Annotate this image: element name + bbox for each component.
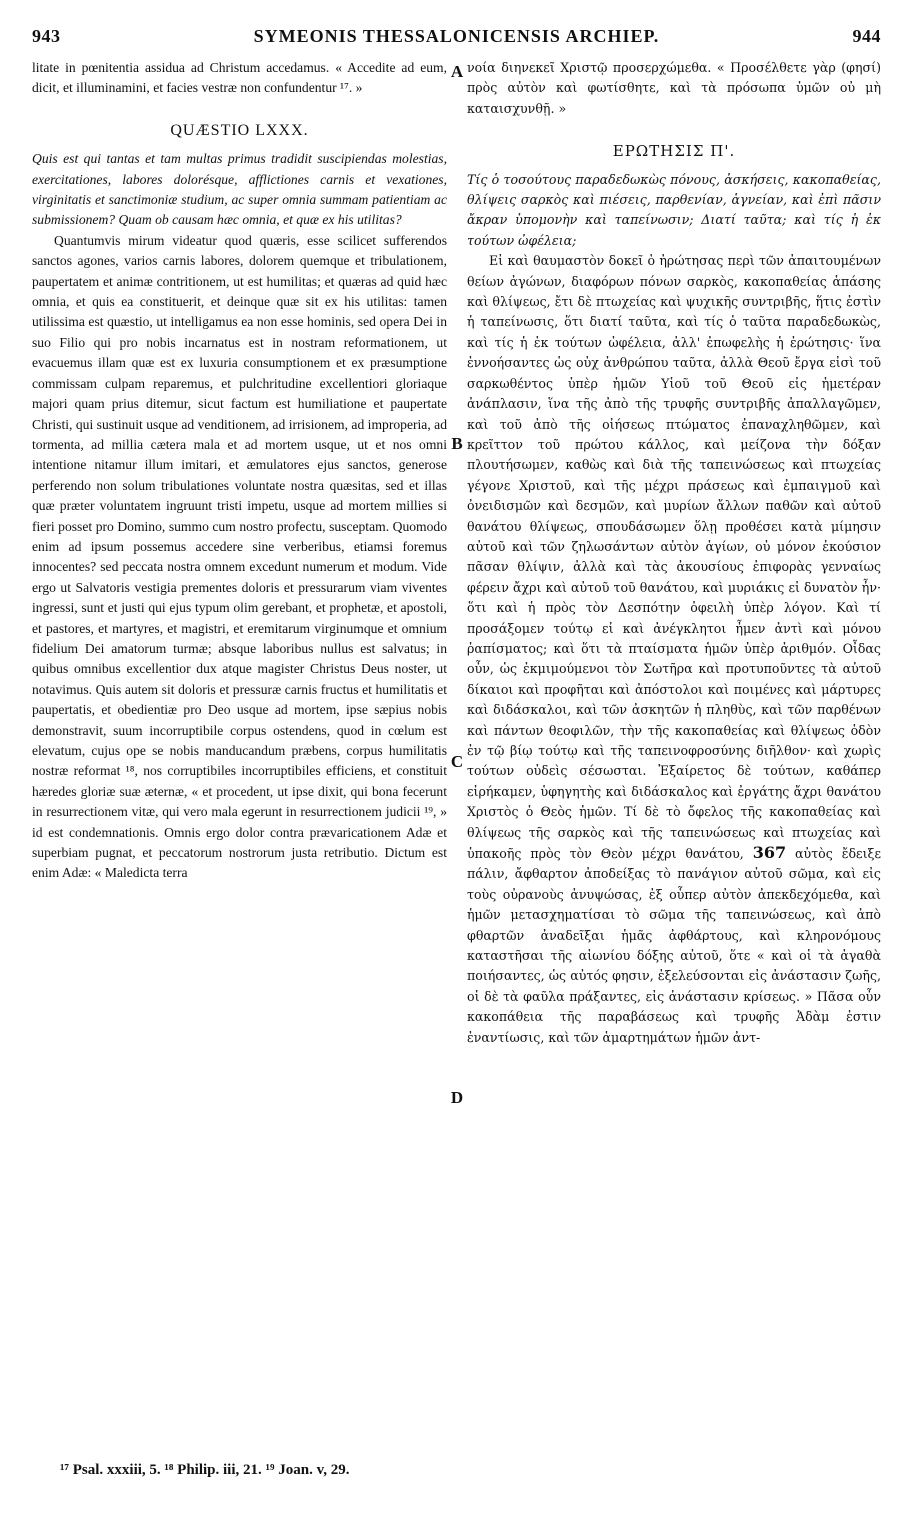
greek-body [467,251,881,1048]
running-title: SYMEONIS THESSALONICENSIS ARCHIEP. [253,26,660,46]
margin-letter-a: A [450,62,464,81]
footnotes: ¹⁷ Psal. xxxiii, 5. ¹⁸ Philip. iii, 21. ¹⁹ Joan. v, 29. [60,1462,350,1478]
greek-body-part-2: αὐτὸς ἔδειξε πάλιν, ἄφθαρτον ἀποδείξας τὸ πανάγιον αὐτοῦ σῶμα, καὶ εἰς τοὺς οὐρανοὺς ἀνυψώσας, ἐξ οὗπερ αὐτὸν ἀπεκδεχόμεθα, καὶ ἡμῶν μετασχηματίσαι τὸ σῶμα τῆς ταπεινώσεως, καὶ ἀπὸ φθαρτῶν ἀναδεῖξαι ἡμᾶς ἀφθάρτους, καὶ κληρονόμους καταστῆσαι τῆς αἰωνίου δόξης αὐτοῦ, ὅτε « καὶ οἱ τὰ ἀγαθὰ ποιήσαντες, ὡς αὐτός φησιν, ἐξελεύσονται εἰς ἀνάστασιν ζωῆς, οἱ δὲ τὰ φαῦλα πράξαντες, εἰς ἀνάστασιν κρίσεως. » Πᾶσα οὖν κακοπάθεια τῆς παραβάσεως καὶ τρυφῆς Ἀδὰμ ἐστιν ἐναντίωσις, καὶ τῶν ἁμαρτημάτων ἡμῶν ἀντ- [467,846,881,1045]
latin-intro: litate in pœnitentia assidua ad Christum accedamus. « Accedite ad eum, dicit, et illuminamini, et facies vestræ non confundentur ¹⁷. » [32,60,447,96]
margin-letter-b: B [451,434,463,453]
margin-letter-c: C [450,752,464,771]
running-header [32,26,881,54]
greek-intro: νοία διηνεκεῖ Χριστῷ προσερχώμεθα. « Προσέλθετε γὰρ (φησί) πρὸς αὐτὸν καὶ φωτίσθητε, καὶ τὰ πρόσωπα ὑμῶν οὐ μὴ καταισχυνθῇ. » [467,60,881,116]
latin-summary: Quis est qui tantas et tam multas primus tradidit suscipiendas molestias, exercitationes, labores dolorésque, afflictiones carnis et vexationes, virginitatis et sanctimoniæ studium, ac super omnia summam patientiam ac submissionem? Quam ob causam hæc omnia, et quæ ex his utilitas? [32,151,447,228]
greek-summary: Τίς ὁ τοσούτους παραδεδωκὼς πόνους, ἀσκήσεις, κακοπαθείας, θλίψεις σαρκὸς καὶ πιέσεις, παρθενίαν, ἁγνείαν, καὶ ἐπὶ πᾶσιν ἄκραν ὑπομονὴν καὶ ταπείνωσιν; Διατί ταῦτα; καὶ τίς ἡ ἐκ τούτων ὠφέλεια; [467,171,881,248]
margin-letter-d: D [450,1088,464,1107]
latin-column [32,58,447,1458]
left-page-number: 943 [32,26,61,46]
greek-column [467,58,881,1458]
latin-body: Quantumvis mirum videatur quod quæris, esse scilicet sufferendos sanctos agones, varios carnis labores, dolorem quemque et tribulationem, paupertatem et animæ contritionem, ut est humilitas; et quæras ad quid hæc omnia, et quis ea constituerit, et deinque quæ sit ex his utilitas: tamen utilissima est quæstio, ut intelligamus ea non esse hominis, sed opera Dei in suo Filio qui pro nobis incarnatus est in nostram reformationem, ut evacuemus illam quæ est ex luxuria consumptionem et ex præsumptione commissam culpam reparemus, et pulchritudine excellentiori gloriaque majori quam prius ditemur, sicut factum est humiliatione et paupertate Christi, qui sustinuit usque ad venditionem, ad irrisionem, ad improperia, ad tormenta, ad millia cætera mala et ad mortem usque, ut et nos omni intentione nitamur illum imitari, et æmulatores ejus sanctos, generose perferendo non solum tribulationes voluntate nostra quæsitas, sed et illas quæ præter voluntatem ingruunt tristi impetu, usque ad mortem millies si fieri posset pro Domino, summo cum nostro profectu, susceptam. Quomodo enim ad ipsum possemus accedere sine verberibus, etiamsi foremus innocentes? sed peccata nostra omnem excedunt numerum et modum. Vide ergo ut Salvatoris vestigia prementes doloris et pressurarum viam viventes ingressi, sunt et justi qui ejus typum olim gerebant, et prophetæ, et apostoli, et pastores, et martyres, et magistri, et eremitarum virginumque et omnium fidelium Dei amatorum turmæ; absque laboribus nullus est salvatus; in quibus omnibus excellentior dux atque magister Christus Deus noster, ut notavimus. Quis autem sit doloris et pressuræ carnis fructus et humilitatis et paupertatis, et obedientiæ pro Deo usque ad mortem, ipse sæpius nobis demonstravit, suum incorruptibile corpus ostendens, quod in cœlum est elevatum, cujus ope se nobis manducandum præbens, corpus humilitatis nostræ reformat ¹⁸, nos corruptibiles incorruptibiles efficiens, et constituit hæredes gloriæ suæ æternæ, « et procedent, ut ipse dixit, qui bona fecerunt in resurrectionem vitæ, qui vero mala egerunt in resurrectionem judicii ¹⁹, » id est condemnationis. Omnis ergo dolor contra prævaricationem Adæ et superbiam pugnat, et peccatorum nostrorum justa retributio. Dictum est enim Adæ: « Maledicta terra [32,232,447,881]
greek-question-heading: ΕΡΩΤΗΣΙΣ Π'. [612,142,736,161]
page-mark: 367 [752,843,787,863]
greek-body-part-1: Εἰ καὶ θαυμαστὸν δοκεῖ ὁ ἠρώτησας περὶ τῶν ἀπαιτουμένων θείων ἀγώνων, διαφόρων πόνων σαρκὸς, κακοπαθείας ἁπάσης καὶ θλίψεως, ἔτι δὲ πτωχείας καὶ ψυχικῆς συντριβῆς, ἥτις ἐστὶν ἡ ταπείνωσις, ὅτι διατί ταῦτα, καὶ τίς ὁ ταῦτα παραδεδωκὼς, καὶ τίς ἡ ἐκ τούτων ὠφέλεια, ἀλλ' ἐπωφελὴς ἡ ἐρώτησις· ἵνα ἐννοήσαντες ὡς οὐχ ἀνθρώπου ταῦτα, ἀλλὰ Θεοῦ ἔργα εἰσὶ τοῦ σαρκωθέντος ὑπὲρ ἡμῶν Υἱοῦ τοῦ Θεοῦ εἰς ἡμετέραν ἀνάπλασιν, ἵνα τῆς ἀπὸ τῆς τρυφῆς συντριβῆς ἀπαλλαγῶμεν, καὶ τοῦ ἀπὸ τῆς οἰήσεως πτώματος ἐπαναχληθῶμεν, καὶ κρεῖττον τοῦ πρώτου κάλλος, καὶ μείζονα τὴν δόξαν πλουτήσωμεν, καθὼς καὶ διὰ τῆς ταπεινώσεως καὶ πτωχείας γέγονε Χριστοῦ, καὶ τῆς μέχρι πράσεως καὶ ἐμπαιγμοῦ καὶ ὀνειδισμῶν καὶ δεσμῶν, καὶ μυρίων ἄλλων παθῶν καὶ αὐτοῦ θανάτου θλίψεως, σπουδάσωμεν ὅλῃ προθέσει κατὰ μίμησιν αὐτοῦ καὶ τῶν ζηλωσάντων αὐτὸν ἁγίων, οὐ μόνον ἑκούσιον πᾶσαν θλίψιν, ἀλλὰ καὶ τὰς ἀκουσίους ἐπιφορὰς γενναίως φέρειν ἄχρι καὶ αὐτοῦ τοῦ θανάτου, καὶ μυριάκις εἰ δυνατὸν ἦν· ὅτι καὶ ἡ πρὸς τὸν Δεσπότην ὀφειλὴ ὑπὲρ λόγον. Καὶ τί προσάξομεν τούτῳ εἰ καὶ ἀνέγκλητοι ἦμεν ἀντὶ καὶ μόνου ῥαπίσματος; καὶ ὅτι τὰ πταίσματα ἡμῶν ὑπὲρ ἀριθμόν. Οἶδας οὖν, ὡς ἐκμιμούμενοι τὸν Σωτῆρα καὶ προτυποῦντες τὰ αὐτοῦ δίκαιοι καὶ προφῆται καὶ ἀπόστολοι καὶ ποιμένες καὶ μάρτυρες καὶ διδάσκαλοι, καὶ τῶν ἀσκητῶν ἡ πληθὺς, καὶ τῶν παρθένων καὶ πάντων θεοφιλῶν, τὴν τῆς κακοπαθείας καὶ θλίψεως ὁδὸν ἐν τῷ βίῳ τούτῳ καὶ τῆς ταπεινοφροσύνης διῆλθον· καὶ χωρὶς τούτων οὐδεὶς σέσωσται. Ἐξαίρετος δὲ τούτων, καθάπερ εἰρήκαμεν, ὑφηγητὴς καὶ διδάσκαλος καὶ ἐργάτης ἄχρι θανάτου Χριστὸς ὁ Θεὸς ἡμῶν. Τί δὲ τὸ ὄφελος τῆς κακοπαθείας καὶ θλίψεως τῆς σαρκὸς καὶ τῆς ταπεινώσεως καὶ πτωχείας καὶ ὑπακοῆς πρὸς τὸν Θεὸν μέχρι θανάτου, [467,253,881,862]
right-page-number: 944 [852,26,881,46]
latin-question-heading: QUÆSTIO LXXX. [170,121,309,139]
